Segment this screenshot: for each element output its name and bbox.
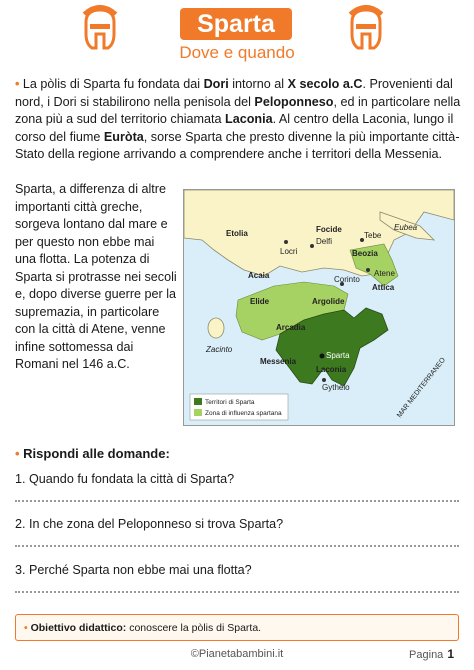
question-1: 1. Quando fu fondata la città di Sparta?: [15, 472, 235, 486]
question-3: 3. Perché Sparta non ebbe mai una flotta?: [15, 563, 252, 577]
label-messenia: Messenia: [260, 357, 297, 366]
question-2: 2. In che zona del Peloponneso si trova Sparta?: [15, 517, 284, 531]
label-corinto: Corinto: [334, 275, 360, 284]
label-sea: MAR MEDITERRANEO: [396, 356, 448, 420]
label-beozia: Beozia: [352, 249, 378, 258]
label-sparta: Sparta: [326, 351, 350, 360]
bullet-icon: •: [15, 77, 23, 91]
page-subtitle: Dove e quando: [179, 43, 295, 62]
century-term: X secolo a.C: [287, 77, 363, 91]
label-arcadia: Arcadia: [276, 323, 306, 332]
answer-line-3[interactable]: [15, 591, 459, 593]
label-etolia: Etolia: [226, 229, 248, 238]
eurota-term: Euròta: [103, 129, 144, 144]
answer-line-2[interactable]: [15, 545, 459, 547]
laconia-term: Laconia: [225, 112, 273, 126]
label-zacinto: Zacinto: [206, 345, 233, 354]
label-attica: Attica: [372, 283, 395, 292]
label-elide: Elide: [250, 297, 270, 306]
peloponneso-term: Peloponneso: [254, 94, 334, 109]
map-of-greece: [183, 189, 455, 426]
intro-paragraph: • La pòlis di Sparta fu fondata dai Dori intorno al X secolo a.C. Provenienti dal nord, i Dori si stabilirono nella penisola del Peloponneso, ed in particolare nella zona più a sud del territorio chiamata Laconia. Al centro della Laconia, lungo il corso del fiume Euròta, sorse Sparta che presto divenne la più importante città-Stato della regione arrivando a comprendere anche i territori della Messenia.: [15, 77, 461, 161]
label-delfi: Delfi: [316, 237, 333, 246]
label-laconia: Laconia: [316, 365, 347, 374]
site-credit: ©Pianetabambini.it: [190, 648, 284, 660]
learning-objective-box: • Obiettivo didattico: conoscere la pòlis di Sparta.: [15, 614, 459, 641]
label-focide: Focide: [316, 225, 342, 234]
page-title: Sparta: [180, 8, 292, 40]
dori-term: Dori: [203, 77, 229, 91]
label-atene: Atene: [374, 269, 395, 278]
zacinto-island: [208, 318, 224, 338]
label-gytheio: Gytheio: [322, 383, 350, 392]
label-argolide: Argolide: [312, 297, 345, 306]
legend-sparta: Territori di Sparta: [205, 399, 255, 406]
label-tebe: Tebe: [364, 231, 382, 240]
label-eubea: Eubea: [394, 223, 418, 232]
questions-heading: • Rispondi alle domande:: [15, 446, 170, 461]
label-acaia: Acaia: [248, 271, 270, 280]
legend-influence: Zona di influenza spartana: [205, 410, 282, 417]
page-number: Pagina 1: [409, 647, 454, 661]
sparta-description: Sparta, a differenza di altre importanti città greche, sorgeva lontano dal mare e per questo non ebbe mai una flotta. La potenza di Sparta si protrasse nei secoli e, dopo diverse guerre per la supremazia, in particolare con la città di Atene, venne infine sottomessa dai Romani nel 146 a.C.: [15, 182, 177, 371]
map-legend: [190, 394, 288, 420]
answer-line-1[interactable]: [15, 500, 459, 502]
label-locri: Locri: [280, 247, 298, 256]
bullet-icon: •: [24, 622, 31, 634]
bullet-icon: •: [15, 446, 24, 461]
